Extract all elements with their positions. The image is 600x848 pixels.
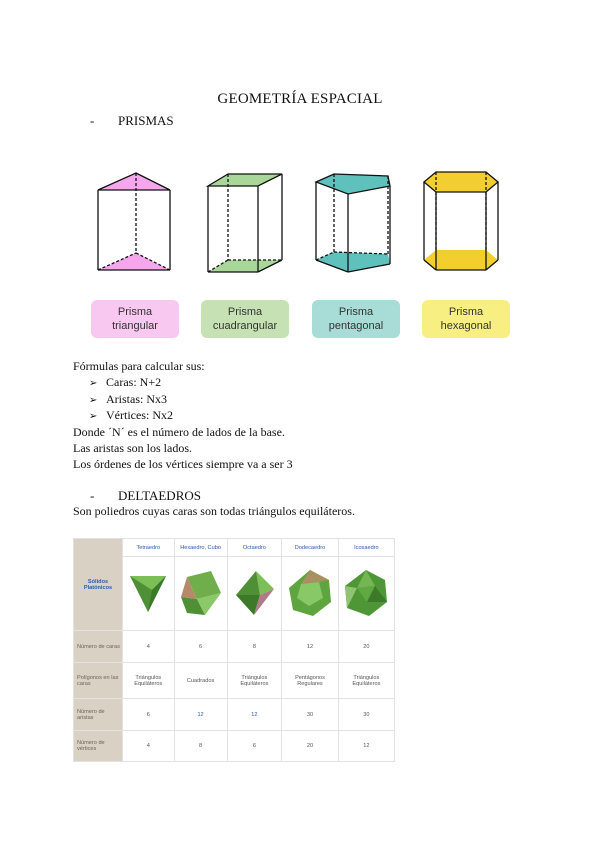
table-cell: Triángulos Equiláteros bbox=[338, 663, 394, 699]
heading-text: PRISMAS bbox=[118, 113, 174, 128]
table-cell: 30 bbox=[338, 699, 394, 731]
formulas-block bbox=[73, 359, 293, 473]
table-cell: 8 bbox=[227, 631, 282, 663]
prism-label-triangular: Prisma triangular bbox=[91, 300, 179, 338]
quadrangular-prism bbox=[208, 174, 282, 272]
heading-text: DELTAEDROS bbox=[118, 488, 201, 503]
column-header: Tetraedro bbox=[123, 539, 175, 557]
deltaedros-description: Son poliedros cuyas caras son todas triángulos equiláteros. bbox=[73, 504, 355, 518]
table-cell: Pentágonos Regulares bbox=[282, 663, 339, 699]
table-cell: 4 bbox=[123, 631, 175, 663]
page-title: GEOMETRÍA ESPACIAL bbox=[217, 91, 383, 107]
column-header: Icosaedro bbox=[338, 539, 394, 557]
formulas-intro: Fórmulas para calcular sus: bbox=[73, 359, 205, 373]
note-line: Los órdenes de los vértices siempre va a ser 3 bbox=[73, 456, 293, 471]
table-cell: 20 bbox=[282, 731, 339, 762]
table-cell: 6 bbox=[227, 731, 282, 762]
table-cell: 12 bbox=[174, 699, 227, 731]
platonic-solids-table bbox=[73, 538, 395, 762]
table-cell: 30 bbox=[282, 699, 339, 731]
icosahedron-image bbox=[338, 557, 394, 631]
table-cell: 20 bbox=[338, 631, 394, 663]
column-header: Hexaedro, Cubo bbox=[174, 539, 227, 557]
arrow-bullet-icon: ➢ bbox=[89, 411, 98, 423]
table-cell: 12 bbox=[338, 731, 394, 762]
triangular-prism bbox=[98, 173, 170, 270]
table-cell: 12 bbox=[282, 631, 339, 663]
row-header: Polígonos en las caras bbox=[74, 663, 123, 699]
dodecahedron-image bbox=[282, 557, 339, 631]
table-cell: 12 bbox=[227, 699, 282, 731]
section-heading-prismas bbox=[90, 113, 174, 129]
table-row bbox=[74, 699, 395, 731]
table-cell: 8 bbox=[174, 731, 227, 762]
octahedron-image bbox=[227, 557, 282, 631]
row-header: Número de aristas bbox=[74, 699, 123, 731]
pentagonal-prism bbox=[316, 174, 390, 272]
table-cell: Triángulos Equiláteros bbox=[227, 663, 282, 699]
hexagonal-prism bbox=[424, 172, 498, 270]
formula-item: ➢ Vértices: Nx2 bbox=[73, 408, 293, 425]
list-dash: - bbox=[90, 113, 95, 128]
section-heading-deltaedros bbox=[90, 488, 201, 504]
note-line: Donde ´N´ es el número de lados de la base. bbox=[73, 425, 285, 440]
table-caption: Sólidos Platónicos bbox=[74, 539, 123, 631]
note-line: Las aristas son los lados. bbox=[73, 440, 192, 455]
table-cell: Triángulos Equiláteros bbox=[123, 663, 175, 699]
cube-image bbox=[174, 557, 227, 631]
list-dash: - bbox=[90, 488, 95, 503]
table-cell: Cuadrados bbox=[174, 663, 227, 699]
table-header-row bbox=[74, 539, 395, 557]
table-cell: 6 bbox=[123, 699, 175, 731]
prism-label-cuadrangular: Prisma cuadrangular bbox=[201, 300, 289, 338]
row-header: Número de caras bbox=[74, 631, 123, 663]
prism-label-pentagonal: Prisma pentagonal bbox=[312, 300, 400, 338]
table-cell: 6 bbox=[174, 631, 227, 663]
table-row bbox=[74, 731, 395, 762]
column-header: Dodecaedro bbox=[282, 539, 339, 557]
solids-image-row bbox=[74, 557, 395, 631]
prism-label-hexagonal: Prisma hexagonal bbox=[422, 300, 510, 338]
formula-item: ➢ Aristas: Nx3 bbox=[73, 392, 293, 409]
formula-item: ➢ Caras: N+2 bbox=[73, 375, 293, 392]
row-header: Número de vértices bbox=[74, 731, 123, 762]
table-row bbox=[74, 631, 395, 663]
table-cell: 4 bbox=[123, 731, 175, 762]
table-row bbox=[74, 663, 395, 699]
column-header: Octaedro bbox=[227, 539, 282, 557]
tetrahedron-image bbox=[123, 557, 175, 631]
arrow-bullet-icon: ➢ bbox=[89, 377, 98, 389]
arrow-bullet-icon: ➢ bbox=[89, 394, 98, 406]
prisms-illustration bbox=[88, 168, 518, 278]
